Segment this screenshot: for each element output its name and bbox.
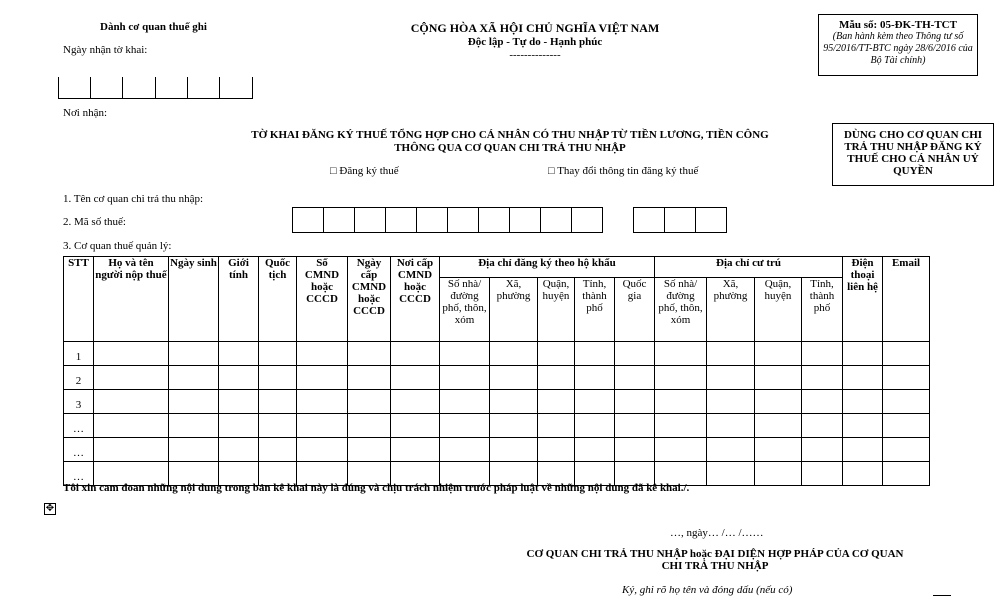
table-cell[interactable] bbox=[440, 342, 490, 366]
tax-code-box[interactable] bbox=[571, 207, 603, 233]
table-cell[interactable] bbox=[655, 438, 707, 462]
table-cell[interactable] bbox=[707, 390, 755, 414]
form-title-line1: TỜ KHAI ĐĂNG KÝ THUẾ TỔNG HỢP CHO CÁ NHÂN CÓ THU NHẬP TỪ TIỀN LƯƠNG, TIỀN CÔNG bbox=[251, 129, 769, 141]
declaration-text: Tôi xin cam đoan những nội dung trong bản kê khai này là đúng và chịu trách nhiệm trước pháp luật về những nội dung đã kê khai./. bbox=[63, 482, 690, 494]
table-cell[interactable] bbox=[348, 366, 391, 390]
form-code: Mẫu số: 05-ĐK-TH-TCT bbox=[839, 19, 957, 31]
table-cell[interactable] bbox=[259, 342, 297, 366]
table-cell[interactable] bbox=[169, 438, 219, 462]
form-issued-by: (Ban hành kèm theo Thông tư số 95/2016/TT-BTC ngày 28/6/2016 của Bộ Tài chính) bbox=[823, 31, 973, 66]
table-cell[interactable] bbox=[391, 390, 440, 414]
date-box[interactable] bbox=[58, 77, 91, 99]
date-box[interactable] bbox=[219, 77, 253, 99]
table-cell[interactable] bbox=[440, 390, 490, 414]
reg-country: Quốc gia bbox=[615, 278, 655, 342]
table-cell[interactable] bbox=[94, 390, 169, 414]
table-cell[interactable] bbox=[440, 414, 490, 438]
table-cell[interactable] bbox=[843, 366, 883, 390]
tax-code-box[interactable] bbox=[292, 207, 324, 233]
table-cell[interactable] bbox=[297, 342, 348, 366]
tax-code-box[interactable] bbox=[509, 207, 541, 233]
row-stt: … bbox=[64, 438, 94, 462]
signature-title-line2: CHI TRẢ THU NHẬP bbox=[661, 560, 769, 572]
date-box[interactable] bbox=[155, 77, 188, 99]
table-cell[interactable] bbox=[755, 390, 802, 414]
table-cell[interactable] bbox=[259, 438, 297, 462]
tax-code-boxes[interactable] bbox=[292, 207, 603, 233]
table-cell[interactable] bbox=[707, 438, 755, 462]
table-cell[interactable] bbox=[490, 438, 538, 462]
table-cell[interactable] bbox=[755, 414, 802, 438]
table-cell[interactable] bbox=[615, 390, 655, 414]
form-code-box bbox=[818, 14, 978, 76]
table-cell[interactable] bbox=[883, 390, 930, 414]
table-cell[interactable] bbox=[297, 414, 348, 438]
res-ward: Xã, phường bbox=[707, 278, 755, 342]
table-cell[interactable] bbox=[440, 366, 490, 390]
receipt-date-label: Ngày nhận tờ khai: bbox=[63, 44, 148, 56]
tax-code-box[interactable] bbox=[540, 207, 572, 233]
table-cell[interactable] bbox=[538, 366, 575, 390]
table-cell[interactable] bbox=[297, 390, 348, 414]
res-street: Số nhà/ đường phố, thôn, xóm bbox=[655, 278, 707, 342]
col-phone: Điện thoại liên hệ bbox=[843, 257, 883, 342]
table-cell[interactable] bbox=[575, 342, 615, 366]
res-province: Tỉnh, thành phố bbox=[802, 278, 843, 342]
table-cell[interactable] bbox=[843, 414, 883, 438]
table-cell[interactable] bbox=[843, 462, 883, 486]
table-cell[interactable] bbox=[94, 438, 169, 462]
register-option[interactable]: □ Đăng ký thuế bbox=[330, 165, 399, 177]
col-registered-address: Địa chỉ đăng ký theo hộ khẩu bbox=[440, 257, 655, 278]
tax-code-box[interactable] bbox=[323, 207, 355, 233]
date-box[interactable] bbox=[90, 77, 123, 99]
table-row bbox=[64, 366, 930, 390]
tax-code-box[interactable] bbox=[416, 207, 448, 233]
table-cell[interactable] bbox=[538, 438, 575, 462]
table-cell[interactable] bbox=[490, 366, 538, 390]
table-row bbox=[64, 342, 930, 366]
table-cell[interactable] bbox=[94, 342, 169, 366]
table-row bbox=[64, 438, 930, 462]
table-cell[interactable] bbox=[391, 366, 440, 390]
tax-code-box[interactable] bbox=[664, 207, 696, 233]
col-full-name: Họ và tên người nộp thuế bbox=[94, 257, 169, 342]
motto-underline: -------------- bbox=[509, 49, 561, 61]
table-cell[interactable] bbox=[802, 390, 843, 414]
table-cell[interactable] bbox=[391, 414, 440, 438]
col-gender: Giới tính bbox=[219, 257, 259, 342]
tax-code-box[interactable] bbox=[385, 207, 417, 233]
tax-code-box[interactable] bbox=[695, 207, 727, 233]
motto: Độc lập - Tự do - Hạnh phúc bbox=[467, 36, 603, 48]
table-cell[interactable] bbox=[655, 414, 707, 438]
col-email: Email bbox=[883, 257, 930, 342]
usage-box: DÙNG CHO CƠ QUAN CHI TRẢ THU NHẬP ĐĂNG KÝ THUẾ CHO CÁ NHÂN UỶ QUYỀN bbox=[832, 123, 994, 186]
table-cell[interactable] bbox=[707, 342, 755, 366]
table-cell[interactable] bbox=[259, 414, 297, 438]
reg-street: Số nhà/ đường phố, thôn, xóm bbox=[440, 278, 490, 342]
table-cell[interactable] bbox=[615, 438, 655, 462]
table-cell[interactable] bbox=[490, 342, 538, 366]
table-cell[interactable] bbox=[391, 342, 440, 366]
table-cell[interactable] bbox=[259, 390, 297, 414]
footer-dash bbox=[933, 595, 951, 596]
signature-title bbox=[500, 548, 930, 572]
table-cell[interactable] bbox=[707, 414, 755, 438]
table-cell[interactable] bbox=[883, 342, 930, 366]
table-cell[interactable] bbox=[802, 342, 843, 366]
table-cell[interactable] bbox=[802, 414, 843, 438]
table-cell[interactable] bbox=[843, 438, 883, 462]
signature-note: Ký, ghi rõ họ tên và đóng dấu (nếu có) bbox=[622, 584, 793, 596]
row-stt: 2 bbox=[64, 366, 94, 390]
table-cell[interactable] bbox=[575, 414, 615, 438]
col-issue-date: Ngày cấp CMND hoặc CCCD bbox=[348, 257, 391, 342]
table-cell[interactable] bbox=[169, 366, 219, 390]
table-cell[interactable] bbox=[297, 438, 348, 462]
table-cell[interactable] bbox=[391, 438, 440, 462]
payer-name-label: 1. Tên cơ quan chi trả thu nhập: bbox=[63, 193, 204, 205]
tax-office-use-label: Dành cơ quan thuế ghi bbox=[100, 21, 207, 33]
signature-title-line1: CƠ QUAN CHI TRẢ THU NHẬP hoặc ĐẠI DIỆN HỢP PHÁP CỦA CƠ QUAN bbox=[526, 548, 904, 560]
table-cell[interactable] bbox=[655, 342, 707, 366]
tax-code-branch-boxes[interactable] bbox=[633, 207, 727, 233]
table-cell[interactable] bbox=[755, 438, 802, 462]
table-cell[interactable] bbox=[755, 366, 802, 390]
tax-code-box[interactable] bbox=[478, 207, 510, 233]
table-cell[interactable] bbox=[802, 462, 843, 486]
col-nationality: Quốc tịch bbox=[259, 257, 297, 342]
row-stt: 3 bbox=[64, 390, 94, 414]
table-cell[interactable] bbox=[348, 342, 391, 366]
reg-ward: Xã, phường bbox=[490, 278, 538, 342]
table-cell[interactable] bbox=[440, 438, 490, 462]
table-cell[interactable] bbox=[755, 462, 802, 486]
taxpayer-table bbox=[63, 256, 930, 486]
table-cell[interactable] bbox=[575, 438, 615, 462]
table-cell[interactable] bbox=[615, 366, 655, 390]
recipient-label: Nơi nhận: bbox=[63, 107, 108, 119]
table-cell[interactable] bbox=[755, 342, 802, 366]
country-name: CỘNG HÒA XÃ HỘI CHỦ NGHĨA VIỆT NAM bbox=[410, 21, 660, 35]
table-cell[interactable] bbox=[490, 390, 538, 414]
col-residence-address: Địa chỉ cư trú bbox=[655, 257, 843, 278]
table-cell[interactable] bbox=[575, 366, 615, 390]
tax-code-box[interactable] bbox=[354, 207, 386, 233]
move-handle-icon[interactable]: ✥ bbox=[45, 503, 55, 514]
form-title-line2: THÔNG QUA CƠ QUAN CHI TRẢ THU NHẬP bbox=[394, 142, 626, 154]
table-cell[interactable] bbox=[94, 366, 169, 390]
table-cell[interactable] bbox=[575, 390, 615, 414]
date-box[interactable] bbox=[122, 77, 156, 99]
table-cell[interactable] bbox=[802, 366, 843, 390]
table-cell[interactable] bbox=[169, 390, 219, 414]
table-cell[interactable] bbox=[655, 390, 707, 414]
tax-code-box[interactable] bbox=[447, 207, 479, 233]
table-cell[interactable] bbox=[348, 438, 391, 462]
table-cell[interactable] bbox=[538, 414, 575, 438]
table-cell[interactable] bbox=[538, 390, 575, 414]
table-cell[interactable] bbox=[219, 366, 259, 390]
col-stt: STT bbox=[64, 257, 94, 342]
tax-code-box[interactable] bbox=[633, 207, 665, 233]
res-district: Quận, huyện bbox=[755, 278, 802, 342]
table-cell[interactable] bbox=[348, 390, 391, 414]
table-cell[interactable] bbox=[883, 366, 930, 390]
table-cell[interactable] bbox=[490, 414, 538, 438]
table-cell[interactable] bbox=[707, 366, 755, 390]
col-issue-place: Nơi cấp CMND hoặc CCCD bbox=[391, 257, 440, 342]
table-cell[interactable] bbox=[655, 366, 707, 390]
table-cell[interactable] bbox=[259, 366, 297, 390]
table-cell[interactable] bbox=[883, 438, 930, 462]
table-cell[interactable] bbox=[707, 462, 755, 486]
table-cell[interactable] bbox=[538, 342, 575, 366]
table-row bbox=[64, 390, 930, 414]
col-dob: Ngày sinh bbox=[169, 257, 219, 342]
signature-date-line: …, ngày… /… /…… bbox=[670, 527, 764, 539]
row-stt: … bbox=[64, 414, 94, 438]
reg-province: Tỉnh, thành phố bbox=[575, 278, 615, 342]
table-cell[interactable] bbox=[94, 414, 169, 438]
receipt-date-boxes[interactable] bbox=[58, 77, 253, 99]
reg-district: Quận, huyện bbox=[538, 278, 575, 342]
table-row bbox=[64, 414, 930, 438]
table-cell[interactable] bbox=[348, 414, 391, 438]
form-title bbox=[200, 129, 820, 155]
tax-authority-label: 3. Cơ quan thuế quản lý: bbox=[63, 240, 172, 252]
table-cell[interactable] bbox=[219, 414, 259, 438]
table-cell[interactable] bbox=[297, 366, 348, 390]
row-stt: … bbox=[64, 462, 94, 486]
table-cell[interactable] bbox=[883, 462, 930, 486]
table-cell[interactable] bbox=[843, 390, 883, 414]
table-cell[interactable] bbox=[169, 414, 219, 438]
table-cell[interactable] bbox=[802, 438, 843, 462]
change-info-option[interactable]: □ Thay đổi thông tin đăng ký thuế bbox=[548, 165, 699, 177]
row-stt: 1 bbox=[64, 342, 94, 366]
col-id-number: Số CMND hoặc CCCD bbox=[297, 257, 348, 342]
date-box[interactable] bbox=[187, 77, 220, 99]
table-cell[interactable] bbox=[169, 342, 219, 366]
table-cell[interactable] bbox=[843, 342, 883, 366]
table-cell[interactable] bbox=[615, 342, 655, 366]
table-cell[interactable] bbox=[615, 414, 655, 438]
table-cell[interactable] bbox=[883, 414, 930, 438]
table-cell[interactable] bbox=[219, 342, 259, 366]
table-cell[interactable] bbox=[219, 438, 259, 462]
table-cell[interactable] bbox=[219, 390, 259, 414]
tax-code-label: 2. Mã số thuế: bbox=[63, 216, 126, 228]
